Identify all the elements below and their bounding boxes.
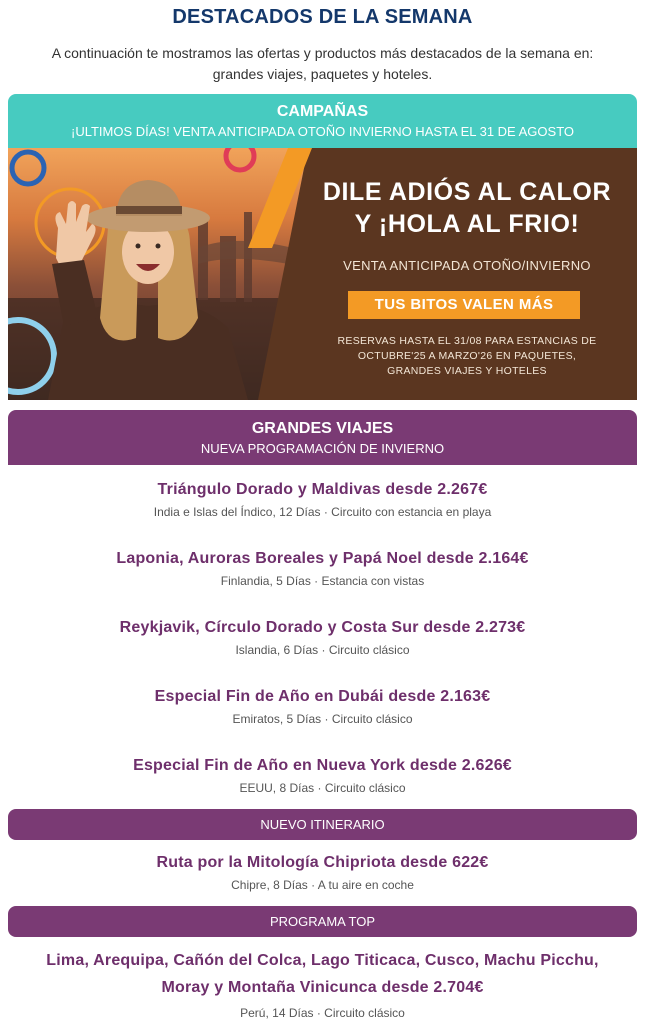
campaigns-title: CAMPAÑAS [276,103,369,120]
offer-title-link[interactable]: Laponia, Auroras Boreales y Papá Noel desde 2.164€ [116,550,529,567]
banner-fine-line3: GRANDES VIAJES Y HOTELES [387,365,547,377]
banner-fine-print [308,334,626,379]
offer-description: Emiratos, 5 Días · Circuito clásico [232,712,413,726]
banner-fine-line1: RESERVAS HASTA EL 31/08 PARA ESTANCIAS DE [337,335,597,347]
banner-headline [308,176,626,240]
intro-text: A continuación te mostramos las ofertas y productos más destacados de la semana en: grandes viajes, paquetes y hoteles. [51,45,594,82]
grandes-viajes-subtitle: NUEVA PROGRAMACIÓN DE INVIERNO [200,441,445,456]
nuevo-itinerario-title: NUEVO ITINERARIO [260,817,385,832]
banner-photo [8,148,308,400]
offer-title-link[interactable]: Triángulo Dorado y Maldivas desde 2.267€ [157,481,488,498]
nuevo-itinerario-header [8,809,637,840]
banner-fine-line2: OCTUBRE'25 A MARZO'26 EN PAQUETES, [357,350,577,362]
offer-title-link[interactable] [0,947,645,1001]
programa-top-header [8,906,637,937]
page-title: DESTACADOS DE LA SEMANA [172,6,473,28]
offer-item[interactable] [0,476,645,520]
banner-headline-line1: DILE ADIÓS AL CALOR [322,178,612,206]
offer-item[interactable] [0,683,645,727]
offer-description: Chipre, 8 Días · A tu aire en coche [231,878,414,892]
grandes-viajes-header [8,410,637,465]
offer-item[interactable] [0,849,645,893]
offer-item[interactable] [0,752,645,796]
banner-subline: VENTA ANTICIPADA OTOÑO/INVIERNO [343,258,591,273]
offer-item[interactable] [0,947,645,1021]
banner-cta-button[interactable]: TUS BITOS VALEN MÁS [348,291,580,319]
offer-title-link[interactable]: Ruta por la Mitología Chipriota desde 622€ [156,854,489,871]
grandes-viajes-title: GRANDES VIAJES [251,420,394,437]
banner-headline-line2: Y ¡HOLA AL FRIO! [354,210,580,238]
offer-title-line1: Lima, Arequipa, Cañón del Colca, Lago Titicaca, Cusco, Machu Picchu, [46,952,599,969]
offer-description: India e Islas del Índico, 12 Días · Circuito con estancia en playa [153,505,492,519]
offer-description: Perú, 14 Días · Circuito clásico [240,1006,405,1020]
offer-description: EEUU, 8 Días · Circuito clásico [239,781,406,795]
offer-description: Islandia, 6 Días · Circuito clásico [235,643,410,657]
offer-item[interactable] [0,614,645,658]
offer-title-link[interactable]: Especial Fin de Año en Nueva York desde 2.626€ [133,757,512,774]
programa-top-title: PROGRAMA TOP [270,914,375,929]
offer-title-link[interactable]: Reykjavik, Círculo Dorado y Costa Sur desde 2.273€ [119,619,526,636]
offer-description: Finlandia, 5 Días · Estancia con vistas [220,574,425,588]
offer-title-link[interactable]: Especial Fin de Año en Dubái desde 2.163€ [154,688,491,705]
offer-item[interactable] [0,545,645,589]
campaigns-subtitle: ¡ULTIMOS DÍAS! VENTA ANTICIPADA OTOÑO INVIERNO HASTA EL 31 DE AGOSTO [70,124,575,139]
offer-title-line2: Moray y Montaña Vinicunca desde 2.704€ [161,979,484,996]
woman-photo-illustration [8,148,308,400]
campaigns-header [8,94,637,148]
campaign-banner[interactable] [8,148,637,400]
